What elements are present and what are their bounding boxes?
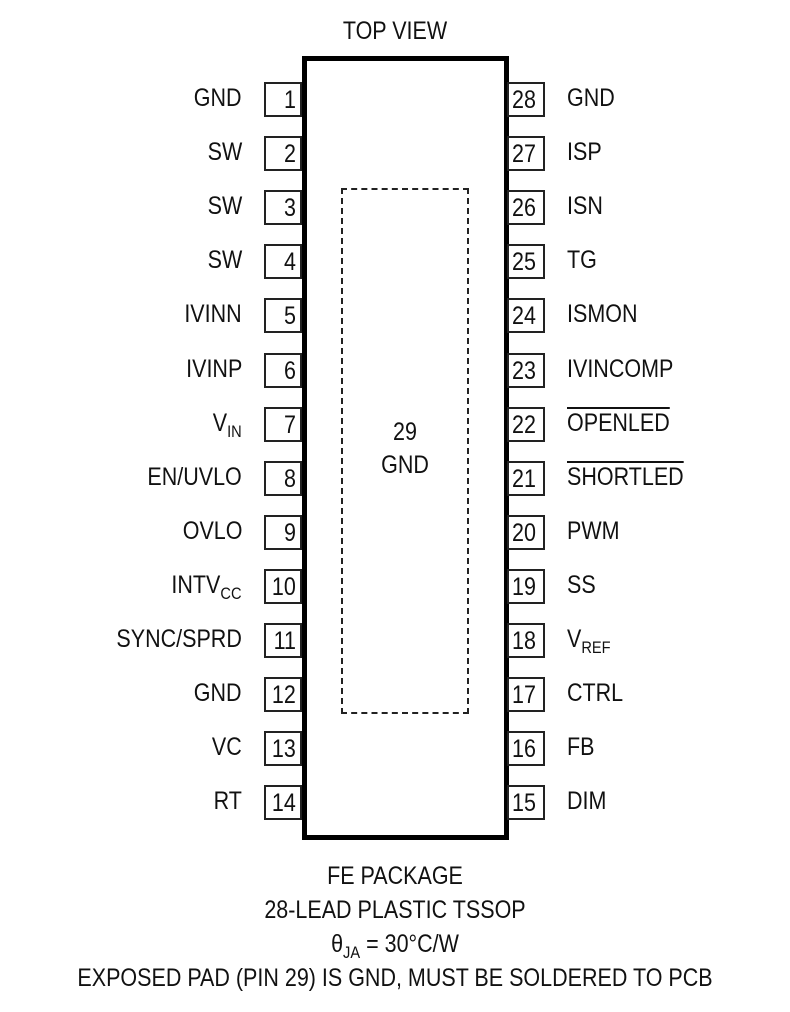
pin-number: 28: [512, 86, 536, 114]
pin-box-11: [264, 623, 302, 658]
pin-number: 16: [512, 735, 536, 764]
pin-label-16: [567, 735, 594, 760]
pin-number: 25: [512, 248, 536, 277]
theta-symbol: θ: [331, 930, 344, 958]
pin-number: 21: [512, 464, 536, 493]
pin-number: 24: [512, 302, 536, 331]
pin-box-1: [264, 82, 302, 117]
pin-label-21: [567, 462, 684, 491]
pin-name: IVINN: [184, 300, 242, 329]
pin-name: SW: [207, 246, 242, 275]
pin-number: 7: [284, 410, 296, 439]
pin-number: 13: [272, 735, 296, 764]
pin-name: TG: [567, 246, 597, 275]
pin-number: 18: [512, 627, 536, 655]
pin-label-10: [171, 570, 242, 603]
pin-box-26: [507, 190, 545, 225]
pin-number: 8: [284, 464, 296, 493]
pin-name: ISP: [567, 138, 602, 167]
pin-label-15: [567, 789, 606, 814]
pin-number: 15: [512, 789, 536, 818]
pin-box-7: [264, 407, 302, 442]
pin-box-2: [264, 136, 302, 171]
pin-name: ISMON: [567, 300, 638, 329]
pin-name: SHORTLED: [567, 462, 684, 491]
pin-name: EN/UVLO: [147, 462, 242, 491]
pin-label-4: [207, 248, 242, 273]
pin-box-24: [507, 298, 545, 333]
pin-number: 12: [272, 681, 296, 710]
pin-box-23: [507, 353, 545, 388]
pin-box-3: [264, 190, 302, 225]
pin-label-5: [185, 302, 242, 327]
pin-label-6: [185, 354, 242, 383]
package-name: FE PACKAGE: [327, 862, 463, 890]
pin-box-12: [264, 677, 302, 712]
pin-name: INTV: [171, 570, 221, 599]
pin-box-22: [507, 407, 545, 442]
pin-number: 1: [284, 86, 296, 114]
pin-label-26: [567, 194, 603, 219]
pin-box-16: [507, 731, 545, 766]
pin-name: OPENLED: [567, 408, 670, 437]
view-title: TOP VIEW: [342, 17, 448, 45]
pin-number: 6: [284, 356, 296, 385]
pin-box-6: [264, 353, 302, 388]
pin-number: 10: [272, 572, 296, 601]
pin-number: 26: [512, 194, 536, 223]
pin-label-3: [207, 194, 242, 219]
pin-number: 9: [284, 518, 296, 547]
pin-name: CTRL: [567, 679, 624, 708]
pin-label-28: [567, 86, 615, 111]
pin-name: IVINP: [185, 354, 242, 383]
pin-name: ISN: [567, 192, 603, 221]
pin-label-13: [212, 735, 242, 760]
pin-box-10: [264, 569, 302, 604]
pin-label-12: [194, 681, 242, 706]
pin-box-13: [264, 731, 302, 766]
pin-name: PWM: [567, 516, 620, 545]
pin-box-14: [264, 785, 302, 820]
pin-label-17: [567, 681, 623, 706]
pin-number: 14: [272, 789, 296, 818]
pin-name: SS: [567, 570, 596, 599]
pin-name-subscript: REF: [581, 638, 611, 657]
pin-name: GND: [567, 84, 615, 112]
pin-box-17: [507, 677, 545, 712]
pin-label-8: [147, 462, 242, 491]
pin-name: V: [567, 625, 582, 653]
pin-box-5: [264, 298, 302, 333]
pin-label-1: [194, 86, 242, 111]
thermal-resistance: [55, 930, 734, 962]
pin-box-20: [507, 515, 545, 550]
pin-number: 3: [284, 194, 296, 223]
pin-label-19: [567, 570, 596, 599]
pin-number: 19: [512, 572, 536, 601]
pin-number: 17: [512, 681, 536, 710]
pin-name: RT: [213, 787, 242, 816]
pin-label-7: [213, 408, 242, 441]
theta-sub: JA: [343, 943, 361, 962]
pin-label-27: [567, 140, 602, 165]
pin-label-22: [567, 408, 670, 437]
pin-name-subscript: CC: [220, 583, 242, 603]
pin-name: GND: [194, 84, 242, 112]
pin-label-18: [567, 625, 611, 657]
exposed-pad-note: EXPOSED PAD (PIN 29) IS GND, MUST BE SOLDERED TO PCB: [77, 964, 713, 992]
pin-box-9: [264, 515, 302, 550]
pin-box-25: [507, 244, 545, 279]
pin-label-9: [182, 516, 242, 545]
pin-box-21: [507, 461, 545, 496]
pin-name: OVLO: [182, 516, 242, 545]
pin-box-27: [507, 136, 545, 171]
pin-name: IVINCOMP: [567, 354, 674, 383]
pin-name-subscript: IN: [227, 421, 242, 441]
pin-label-23: [567, 354, 674, 383]
pin-number: 5: [284, 302, 296, 331]
pin-box-19: [507, 569, 545, 604]
pin-label-2: [207, 140, 242, 165]
pin-number: 4: [284, 248, 296, 277]
pin-name: DIM: [567, 787, 607, 816]
pin-number: 11: [273, 627, 296, 655]
package-lead: 28-LEAD PLASTIC TSSOP: [264, 896, 526, 924]
exposed-pad-name: GND: [381, 451, 429, 479]
pin-name: V: [213, 408, 228, 437]
pin-label-24: [567, 302, 637, 327]
pin-name: SW: [207, 138, 242, 167]
pin-label-14: [214, 789, 242, 814]
exposed-pad-number: 29: [393, 418, 417, 446]
pin-box-18: [507, 623, 545, 658]
pin-name: SW: [207, 192, 242, 221]
pin-name: SYNC/SPRD: [116, 625, 242, 653]
theta-value: = 30°C/W: [360, 930, 459, 958]
pin-number: 22: [512, 410, 536, 439]
pin-box-15: [507, 785, 545, 820]
pin-name: FB: [567, 733, 595, 762]
pin-name: VC: [212, 733, 242, 762]
pin-number: 20: [512, 518, 536, 547]
pin-box-4: [264, 244, 302, 279]
pin-label-11: [117, 627, 242, 652]
pin-name: GND: [194, 679, 242, 708]
pin-box-28: [507, 82, 545, 117]
pin-number: 27: [512, 140, 536, 169]
pin-number: 23: [512, 356, 536, 385]
pin-number: 2: [284, 140, 296, 169]
pin-box-8: [264, 461, 302, 496]
pin-label-20: [567, 516, 620, 545]
pin-label-25: [567, 248, 597, 273]
